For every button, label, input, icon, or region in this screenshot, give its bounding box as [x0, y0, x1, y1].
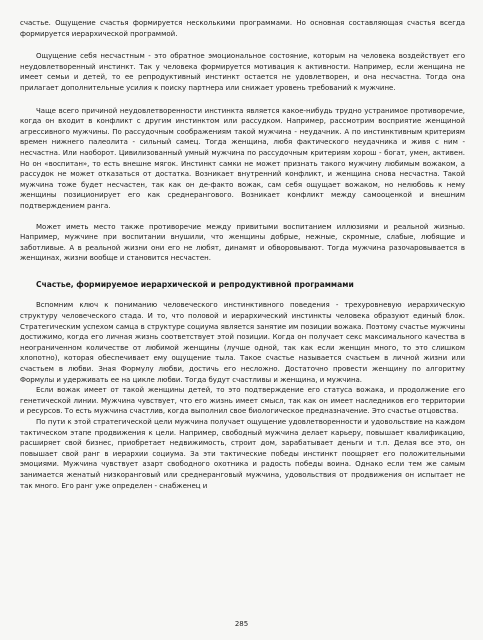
paragraph-hierarchy: Вспомним ключ к пониманию человеческого инстинктивного поведения - трехуровневую иерархическую структуру человеческого стада. И то, что половой и иерархический инстинкты человека образуют единый блок. Стратегическим успехом самца в структуре социума является занятие им позиции вожака. Поэтому счастье мужчины достижимо, когда его личная жизнь соответствует этой позиции. Когда он получает секс максимального качества в неограниченном количестве от любимой женщины (лучше одной, так как если женщин много, то это слишком хлопотно), которая обеспечивает ему ощущение тыла. Такое счастье называется счастьем в личной жизни или счастьем в любви. Зная Формулу любви, достичь его несложно. Достаточно провести женщину по алгоритму Формулы и удерживать ее на цикле любви. Тогда будут счастливы и женщина, и мужчина. — [20, 301, 465, 384]
section-heading: Счастье, формируемое иерархической и репродуктивной программами — [36, 279, 354, 289]
paragraph-tactics: По пути к этой стратегической цели мужчина получает ощущение удовлетворенности и удовольствие на каждом тактическом этапе продвижения к цели. Например, свободный мужчина делает карьеру, повышает квалификацию, расширяет свой бизнес, приобретает недвижимость, строит дом, зарабатывает деньги и т.п. Делая все это, он повышает свой ранг в иерархии социума. За эти тактические победы инстинкт поощряет его положительными эмоциями. Мужчина чувствует азарт свободного охотника и радость победы воина. Однако если тем же самым занимается женатый низкоранговый или среднеранговый мужчина, удовольствия от продвижения он испытает не так много. Его ранг уже определен - снабженец и — [20, 418, 465, 490]
paragraph-conflict: Чаще всего причиной неудовлетворенности инстинкта является какое-нибудь трудно устранимое противоречие, когда он входит в конфликт с другим инстинктом или рассудком. Например, рассмотрим восприятие женщиной агрессивного мужчины. По рассудочным соображениям такой мужчина - неудачник. А по инстинктивным критериям времен нижнего палеолита - сильный самец. Тогда женщина, любя фактического неудачника и живя с ним - несчастна. Или наоборот. Цивилизованный умный мужчина по рассудочным критериям хорош - богат, умен, активен. Но он «воспитан», то есть внешне мягок. Инстинкт самки не может признать такого мужчину любимым вожаком, а рассудок не может отказаться от достатка. Возникает внутренний конфликт, и женщина снова несчастна. Такой мужчина тоже будет несчастен, так как он де-факто вожак, сам себя ощущает вожаком, но нелюбовь к нему женщины позиционирует его как среднерангового. Возникает конфликт между самооценкой и внешним подтверждением ранга. — [20, 106, 465, 210]
paragraph-unhappiness: Ощущение себя несчастным - это обратное эмоциональное состояние, которым на человека воздействует его неудовлетворенный инстинкт. Так у человека формируется мотивация к активности. Например, если женщина не имеет семьи и детей, то ее репродуктивный инстинкт остается не удовлетворен, и она несчастна. Тогда она прилагает дополнительные усилия к поиску партнера или снижает уровень требований к мужчине. — [20, 52, 465, 92]
paragraph-fatherhood: Если вожак имеет от такой женщины детей, то это подтверждение его статуса вожака, и продолжение его генетической линии. Мужчина чувствует, что его жизнь имеет смысл, так как он имеет наследников его территории и ресурсов. То есть мужчина счастлив, когда выполнил свое биологическое предназначение. Это счастье отцовства. — [20, 386, 465, 416]
paragraph-illusions: Может иметь место также противоречие между привитыми воспитанием иллюзиями и реальной жизнью. Например, мужчине при воспитании внушили, что женщины добрые, нежные, скромные, слабые, любящие и заботливые. А в реальной жизни они его не любят, динамят и обворовывают. Тогда мужчина разочаровывается в женщинах, жизни вообще и становится несчастен. — [20, 222, 465, 263]
page-body — [20, 18, 465, 491]
page-number: 285 — [234, 620, 249, 628]
paragraph-continuation: счастье. Ощущение счастья формируется несколькими программами. Но основная составляющая счастья всегда формируется иерархической программой. — [20, 19, 465, 38]
